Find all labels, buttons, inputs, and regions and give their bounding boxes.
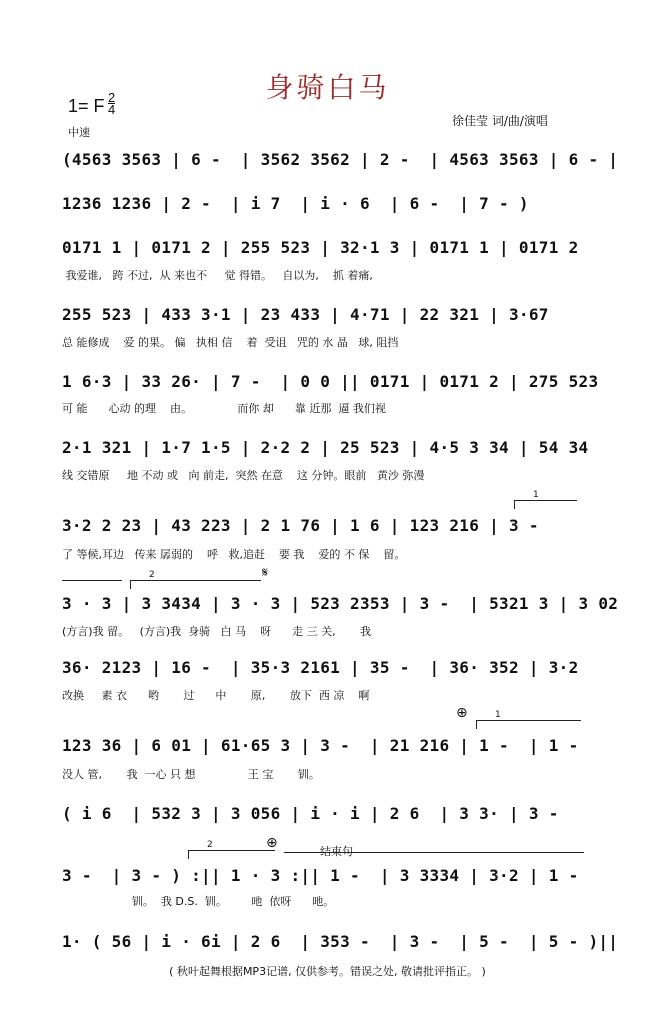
ending-bracket <box>284 852 584 861</box>
key-label: 1= F <box>68 96 105 116</box>
score-row-11: ( i 6 | 532 3 | 3 056 | i · i | 2 6 | 3 3· | 3 - <box>62 804 559 823</box>
ending-label: 结束句 <box>320 845 353 858</box>
score-row-1: (4563 3563 | 6 - | 3562 3562 | 2 - | 4563 3563 | 6 - | <box>62 150 619 169</box>
time-signature <box>108 92 115 115</box>
score-row-8: 3 · 3 | 3 3434 | 3 · 3 | 523 2353 | 3 - | 5321 3 | 3 02 <box>62 594 619 613</box>
lyric-row-8: (方言)我 留。 (方言)我 身骑 白 马 呀 走 三 关, 我 <box>62 625 372 638</box>
lyric-row-4: 总 能修成 爱 的果。 偏 执相 信 着 受诅 咒的 水 晶 球, 阻挡 <box>62 336 399 349</box>
lyric-row-9: 改换 素 衣 哟 过 中 原, 放下 西 凉 啊 <box>62 689 370 702</box>
score-row-13: 1· ( 56 | i · 6i | 2 6 | 353 - | 3 - | 5 - | 5 - )|| <box>62 932 619 951</box>
time-top: 2 <box>108 90 116 105</box>
segno-icon: 𝄋 <box>262 565 269 581</box>
volta-label: 2 <box>207 840 213 850</box>
score-row-7: 3·2 2 23 | 43 223 | 2 1 76 | 1 6 | 123 216 | 3 - <box>62 516 539 535</box>
score-row-12: 3 - | 3 - ) :|| 1 · 3 :|| 1 - | 3 3334 | 3·2 | 1 - <box>62 866 579 885</box>
score-row-2: 1236 1236 | 2 - | i 7 | i · 6 | 6 - | 7 - ) <box>62 194 529 213</box>
volta-label: 1 <box>533 490 539 500</box>
volta-bracket-2-second <box>188 840 275 859</box>
volta-bracket-1 <box>514 490 577 509</box>
volta-bracket-1-second <box>476 710 581 729</box>
lyric-row-6: 线 交错原 地 不动 或 向 前走, 突然 在意 这 分钟。眼前 黄沙 弥漫 <box>62 469 425 482</box>
tempo-marking: 中速 <box>68 126 90 139</box>
lyric-row-5: 可 能 心动 的理 由。 而你 却 靠 近那 逼 我们视 <box>62 402 386 415</box>
score-row-3: 0171 1 | 0171 2 | 255 523 | 32·1 3 | 0171 1 | 0171 2 <box>62 238 579 257</box>
score-row-4: 255 523 | 433 3·1 | 23 433 | 4·71 | 22 321 | 3·67 <box>62 305 549 324</box>
song-title: 身骑白马 <box>265 71 390 104</box>
score-row-10: 123 36 | 6 01 | 61·65 3 | 3 - | 21 216 | 1 - | 1 - <box>62 736 579 755</box>
score-row-6: 2·1 321 | 1·7 1·5 | 2·2 2 | 25 523 | 4·5 3 34 | 54 34 <box>62 438 589 457</box>
volta-bracket-2 <box>130 570 261 589</box>
volta-label: 1 <box>495 710 501 720</box>
footer-note: ( 秋叶起舞根据MP3记谱, 仅供参考。错误之处, 敬请批评指正。 ) <box>169 965 486 978</box>
volta-label: 2 <box>149 570 155 580</box>
time-bottom: 4 <box>108 102 116 117</box>
score-row-9: 36· 2123 | 16 - | 35·3 2161 | 35 - | 36· 352 | 3·2 <box>62 658 579 677</box>
score-row-5: 1 6·3 | 33 26· | 7 - | 0 0 || 0171 | 0171 2 | 275 523 <box>62 372 599 391</box>
key-signature <box>68 90 116 117</box>
lyric-row-3: 我爱谁, 跨 不过, 从 来也不 觉 得错。 自以为, 抓 着痛, <box>62 269 373 282</box>
volta-bracket-1-continued <box>62 580 122 589</box>
coda-icon: ⊕ <box>266 835 278 851</box>
lyric-row-7: 了 等候,耳边 传来 孱弱的 呼 救,追赶 要 我 爱的 不 保 留。 <box>62 548 406 561</box>
lyric-row-12: 钏。 我 D.S. 钏。 吔 依呀 吔。 <box>62 895 335 908</box>
lyric-row-10: 没人 管, 我 一心 只 想 王 宝 钏。 <box>62 768 320 781</box>
credits: 徐佳莹 词/曲/演唱 <box>452 114 548 128</box>
coda-icon: ⊕ <box>456 705 468 721</box>
